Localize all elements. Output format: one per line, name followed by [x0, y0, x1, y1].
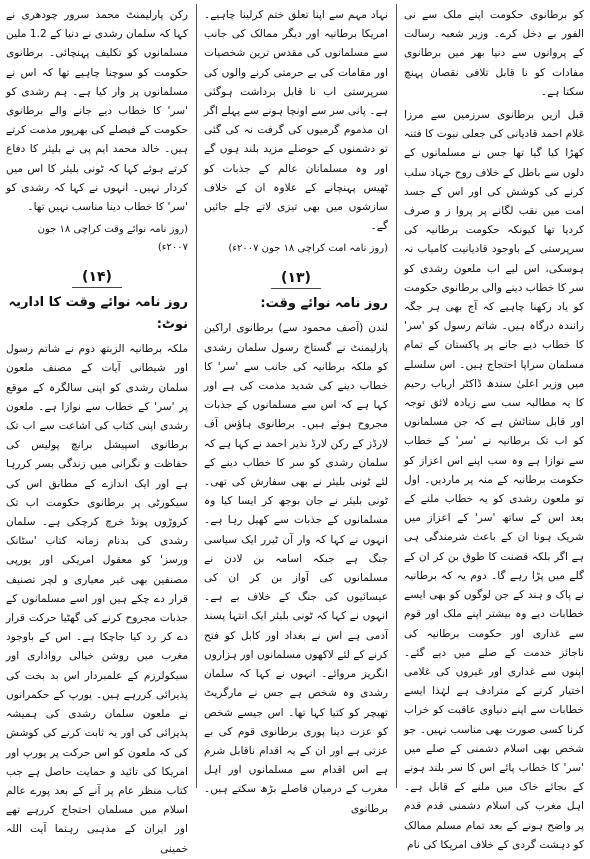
column-middle [198, 0, 394, 815]
section-heading-nawaiwaqt: روز نامہ نوائے وقت: [260, 296, 388, 312]
section-heading-editorial: روز نامہ نوائے وقت کا اداریہ نوٹ: [8, 295, 188, 333]
column-middle-paragraph-1: نہاد مہم سے اپنا تعلق ختم کرلینا چاہیے۔ امریکا برطانیہ اور دیگر ممالک کی جانب سے مسلمانوں کی مقدس ترین شخصیات اور مقامات کی بے حرمتی کرنے والوں کی سرپرستی اب نا قابل برداشت ہوگئی ہے۔ پانی سر سے اونچا ہونے سے پہلے اگر ان مذموم گرمیوں کی گرفت نہ کی گئی تو دشمنوں کے حوصلے مزید بلند ہوں گے اور وہ مسلمانان عالم کے جذبات کو ٹھیس پہنچانے کے علاوہ ان کے خلاف سازشوں میں بھی تیزی لاتے چلے جائیں گے۔ [204, 9, 388, 233]
column-right-paragraph-1: کو برطانوی حکومت اپنے ملک سے نی الفور بے دخل کرے۔ وزیر شعبہ رسالت کے پروانوں سے دنیا بھر میں برطانوی مفادات کو نا قابل تلافی نقصان پہنچ سکتا ہے۔ [404, 9, 584, 98]
section-number-13: (۱۳) [271, 268, 321, 289]
section-number-wrapper [204, 262, 388, 291]
column-left-paragraph-2: ملکہ برطانیہ الزبتھ دوم نے شاتم رسول اور شیطانی آیات کے مصنف ملعون سلمان رشدی کو اپنی سالگرہ کے موقع پر 'سر' کے خطاب سے نوازا ہے۔ ملعون رشدی اپنی کتاب کی اشاعت سے اب تک برطانوی اسپیشل برانچ پولیس کی حفاظت و نگرانی میں زندگی بسر کررہا ہے اور ایک اندازے کے مطابق اس کی سیکورٹی پر برطانوی حکومت اب تک کروڑوں پونڈ خرچ کرچکی ہے۔ سلمان رشدی کی بدنام زمانہ کتاب 'سٹانک ورسز' کو معقول امریکی اور یورپی مصنفین بھی غیر معیاری و لچر تصنیف قرار دے چکے ہیں اور اسے مسلمانوں کے جذبات مجروح کرنے کی گھٹیا حرکت قرار دے کر رد کیا جاچکا ہے۔ اس کے باوجود مغرب میں روشن خیالی رواداری اور سیکولرزم کے علمبردار اس بد بخت کی پذیرائی کررہے ہیں۔ یورپ کے حکمرانوں نے ملعون سلمان رشدی کی ہمیشہ پذیرائی کی اور یہ ثابت کرنے کی کوشش کی کہ ملعون کو اس حرکت پر یورپ اور امریکا کی تائید و حمایت حاصل ہے جب کتاب منظر عام پر آنے کے بعد پورے عالم اسلام میں مسلمان احتجاج کررہے تھے اور ایران کے مذہبی رہنما آیت اللہ خمینی [6, 343, 188, 855]
source-citation-ummat: (روز نامہ امت کراچی ۱۸ جون ۲۰۰۷ء) [228, 243, 388, 255]
column-left-paragraph-1: رکن پارلیمنٹ محمد سرور چودھری نے کہا کہ سلمان رشدی نے دنیا کے 1.2 ملین مسلمانوں کو تکلیف پہنچائی۔ برطانوی حکومت کو سوچنا چاہیے تھا کہ اس نے مسلمانوں پر وار کیا ہے۔ ہم رشدی کو 'سر' کا خطاب دیے جانے والے برطانوی حکومت کے فیصلے کی بھرپور مذمت کرتے ہیں۔ خالد محمد ایم پی نے بلیئر کا دفاع کرتے ہوئے کہا کہ ٹونی بلیئر کا اس میں کردار نہیں۔ انہوں نے کہا کہ رشدی کو 'سر' کا خطاب دینا مناسب نہیں تھا۔ [6, 9, 188, 214]
column-divider-left [196, 4, 197, 788]
column-divider-right [396, 4, 397, 788]
source-citation-nawaiwaqt: (روز نامہ نوائے وقت کراچی ۱۸ جون ۲۰۰۷ء) [37, 224, 188, 254]
section-number-wrapper [6, 261, 188, 290]
section-number-14: (۱۴) [72, 267, 122, 288]
column-right [398, 0, 590, 851]
column-left [0, 0, 194, 855]
column-middle-paragraph-2: لندن (آصف محمود سے) برطانوی اراکین پارلیمنٹ نے گستاخ رسول سلمان رشدی کو ملکہ برطانیہ کی جانب سے 'سر' کا خطاب دینے کی شدید مذمت کی ہے اور کہا ہے کہ اس سے مسلمانوں کے جذبات مجروح ہوئے ہیں۔ برطانوی ہاؤس آف لارڈز کے رکن لارڈ نذیر احمد نے کہا ہے کہ سلمان رشدی کو سر کا خطاب دینے کے لئے ٹونی بلیئر نے بھی سفارش کی تھی۔ ٹونی بلیئر نے جان بوجھ کر ایسا کیا وہ مسلمانوں کے جذبات سے کھیل رہا ہے۔ انہوں نے کہا کہ وار آن ٹیرر ایک سیاسی جنگ ہے جبکہ اسامہ بن لادن نے مسلمانوں کی آواز بن کر ان کی عیسائیوں کی جنگ کے خلاف بے ہے۔ انہوں نے کہا کہ ٹونی بلیئر ایک انتہا پسند آدمی ہے اس نے بغداد اور کابل کو فتح کرنے کے لئے لاکھوں مسلمانوں اور ہزاروں انگریز مروائے۔ انہوں نے کہا کہ سلمان رشدی وہ شخص ہے جس نے مارگریٹ تھیچر کو کتیا کہا تھا۔ اس جیسے شخص کو عزت دینا پوری برطانوی قوم کی بے عزتی ہے اور ان کے یہ اقدام ناقابل شرم ہے اس اقدام سے مسلمانوں اور اہل مغرب کے درمیان فاصلے بڑھ سکتے ہیں۔ برطانوی [204, 322, 388, 815]
column-right-paragraph-2: قبل ازیں برطانوی سرزمین سے مرزا غلام احمد قادیانی کی جعلی نبوت کا فتنہ کھڑا کیا گیا تھا جس نے مسلمانوں کے دلوں سے باطل کے خلاف روح جہاد سلب کرنے کی کوشش کی اور اس کے جسد امت میں نقب لگانے پر پروا ز و صرف کردیا تھا کیونکہ حکومت برطانیہ کی سرپرستی کے باوجود قادیانیت کامیاب نہ ہوسکی، اس لیے اب ملعون رشدی کو سر کا خطاب دینے والی برطانوی حکومت کو یاد رکھنا چاہیے کہ آج بھی ہر جگہ رانندہ درگاہ ہیں۔ شاتم رسول کو 'سر' کا خطاب دیے جانے پر پاکستان کے تمام مسلمان سراپا احتجاج ہیں۔ اس سلسلے میں وزیر اعلیٰ سندھ ڈاکٹر ارباب رحیم کا یہ مطالبہ سب سے زیادہ لائق توجہ اور قابل ستائش ہے کہ جن مسلمانوں کو اب تک برطانیہ نے 'سر' کے خطاب سے نوازا ہے وہ سب اپنے اس اعزاز کو حکومت برطانیہ کے منہ پر ماردیں۔ اول تو ملعون رشدی کو یہ خطاب ملنے کے بعد اس کے ساتھ 'سر' کے اعزاز میں شریک ہونا ان کے باعث شرمندگی ہی ہے اگر بلکہ قصنت کا طوق بن کر ان کے گلے میں پڑا رہے گا۔ دوم یہ کہ برطانیہ نے پاک و ہند کے جن لوگوں کو بھی ایسے خطابات دیے وہ بیشتر اپنے ملک اور قوم سے غداری اور حکومت برطانیہ کی ناجائز خدمت کے صلے میں دیے گئے۔ اپنوں سے غداری اور غیروں کی غلامی اختیار کرنے کے مترادف ہے لہٰذا ایسے خطابات سے اپنے دنیاوی عاقبت کو خراب کرنا کسی صورت بھی مناسب نہیں۔ جو شخص بھی اسلام دشمنی کے صلے میں 'سر' کا خطاب پائے اس کا سر بلند ہونے کے بجائے خاک میں ملنے کے قابل ہے۔ اہل مغرب کی اسلام دشمنی قدم قدم پر واضح ہونے کے بعد تمام مسلم ممالک کو دہشت گردی کے خلاف امریکا کی نام [404, 109, 584, 851]
